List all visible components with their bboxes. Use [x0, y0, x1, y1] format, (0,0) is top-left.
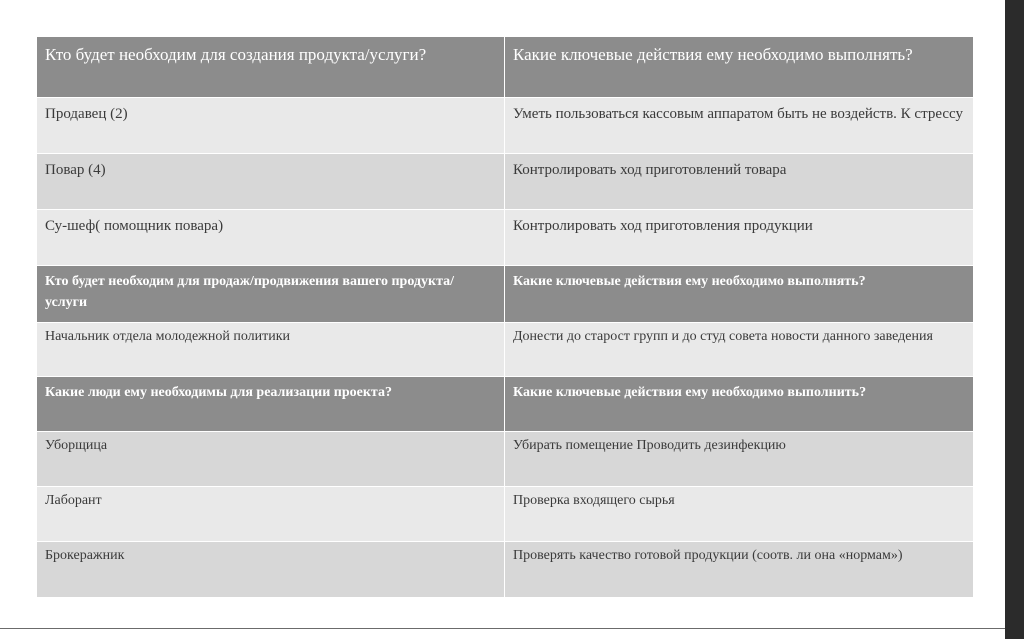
table-row [37, 98, 974, 154]
header-cell-key-actions: Какие ключевые действия ему необходимо выполнять? [505, 37, 974, 98]
table-row [37, 432, 974, 487]
roles-table [36, 36, 974, 598]
right-accent-bar [1005, 0, 1024, 639]
table-row [37, 323, 974, 377]
table-header-row [37, 266, 974, 323]
action-cell: Контролировать ход приготовления продукции [505, 210, 974, 266]
table-header-row [37, 37, 974, 98]
table-row [37, 154, 974, 210]
bottom-divider [0, 628, 1005, 629]
role-cell: Брокеражник [37, 542, 505, 598]
header-cell-who-creates: Кто будет необходим для создания продукта/услуги? [37, 37, 505, 98]
header-cell-key-actions: Какие ключевые действия ему необходимо выполнять? [505, 266, 974, 323]
role-cell: Су-шеф( помощник повара) [37, 210, 505, 266]
role-cell: Повар (4) [37, 154, 505, 210]
header-cell-who-sells: Кто будет необходим для продаж/продвижения вашего продукта/услуги [37, 266, 505, 323]
role-cell: Уборщица [37, 432, 505, 487]
role-cell: Начальник отдела молодежной политики [37, 323, 505, 377]
role-cell: Продавец (2) [37, 98, 505, 154]
table-row [37, 487, 974, 542]
action-cell: Проверка входящего сырья [505, 487, 974, 542]
table-row [37, 210, 974, 266]
action-cell: Убирать помещение Проводить дезинфекцию [505, 432, 974, 487]
action-cell: Контролировать ход приготовлений товара [505, 154, 974, 210]
action-cell: Уметь пользоваться кассовым аппаратом быть не воздейств. К стрессу [505, 98, 974, 154]
action-cell: Донести до старост групп и до студ совета новости данного заведения [505, 323, 974, 377]
header-cell-key-actions: Какие ключевые действия ему необходимо выполнить? [505, 377, 974, 432]
role-cell: Лаборант [37, 487, 505, 542]
action-cell: Проверять качество готовой продукции (соотв. ли она «нормам») [505, 542, 974, 598]
table-row [37, 542, 974, 598]
header-cell-people-needed: Какие люди ему необходимы для реализации проекта? [37, 377, 505, 432]
table-header-row [37, 377, 974, 432]
